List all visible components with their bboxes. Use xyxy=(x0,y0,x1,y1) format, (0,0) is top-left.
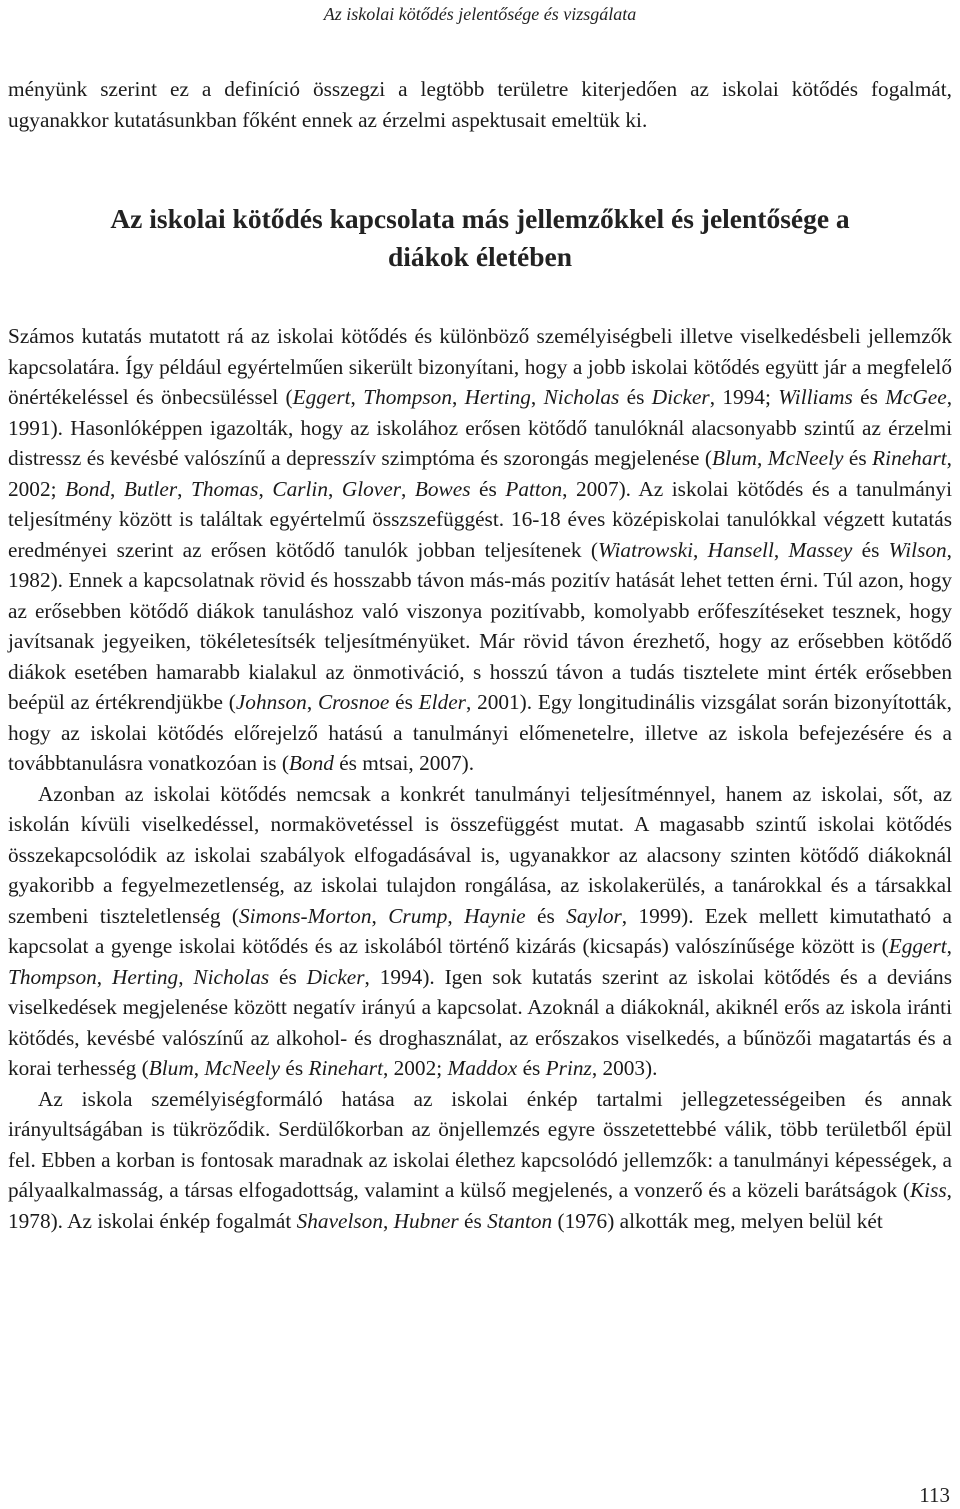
paragraph-text: és xyxy=(269,964,307,989)
citation-author: Bond xyxy=(288,751,334,775)
paragraph-text: és xyxy=(458,1208,488,1233)
paragraph-3 xyxy=(8,1084,952,1237)
citation-author: Kiss xyxy=(909,1178,947,1202)
paragraph-text: , 1994; xyxy=(709,385,779,409)
paragraph-text: , xyxy=(401,476,415,501)
citation-author: Saylor xyxy=(566,903,622,928)
paragraph-text: , xyxy=(258,476,273,501)
paragraph-text: , xyxy=(756,446,768,470)
paragraph-text: és xyxy=(619,385,652,409)
citation-author: Herting xyxy=(111,964,179,989)
paragraph-text: , 1991). Hasonlóképpen igazolták, hogy az iskolához erősen kötődő tanulóknál alacsonyabb szintű az érzelmi distressz és kevésbé valószínű a depresszív szimptóma és szorongás megjelenése ( xyxy=(8,385,953,470)
paragraph-1 xyxy=(8,321,952,779)
paragraph-text: , xyxy=(110,476,124,501)
paragraph-text: , xyxy=(96,964,112,989)
intro-text-block xyxy=(8,74,952,135)
paragraph-text: Számos kutatás mutatott rá az iskolai kötődés és különböző személyiségbeli illetve viselkedésbeli jellemzők kapcsolatára. Így például egyértelműen sikerült bizonyítani, hogy a jobb iskolai kötődés együtt jár a megfelelő önértékeléssel és önbecsüléssel ( xyxy=(8,324,952,409)
paragraph-text: , xyxy=(350,385,364,409)
citation-author: Maddox xyxy=(447,1056,518,1080)
paragraph-text: , xyxy=(177,476,192,501)
paragraph-text: és xyxy=(389,690,419,714)
paragraph-text: , xyxy=(693,537,708,562)
citation-author: Dicker xyxy=(651,385,710,409)
citation-author: Nicholas xyxy=(193,964,270,989)
paragraph-text: , 1982). Ennek a kapcsolatnak rövid és hosszabb távon más-más pozitív hatását lehet tetten érni. Túl azon, hogy az erősebben kötődő diákok tanuláshoz való viszonya pozitívabb, komolyabb erőfeszítéseket tesznek, hogy javítsanak jegyeiken, tökéletesítsék teljesítményüket. Már rövid távon érezhető, hogy az erősebben kötődő diákok esetében hamarabb kialakul az önmotiváció, s hosszú távon a tudás tisztelete mint érték erősebben beépül az értékrendjükbe ( xyxy=(8,537,952,714)
citation-author: Crosnoe xyxy=(317,690,390,714)
citation-author: Thompson xyxy=(363,385,452,409)
citation-author: Eggert xyxy=(888,934,947,958)
citation-author: Herting xyxy=(464,385,531,409)
citation-author: Butler xyxy=(123,476,178,501)
paragraph-text: és xyxy=(470,476,506,501)
citation-author: Haynie xyxy=(464,903,526,928)
citation-author: Massey xyxy=(788,537,853,562)
citation-author: Crump xyxy=(388,903,448,928)
paragraph-text: , 2007). Az iskolai kötődés és a tanulmányi teljesítmény között is találtak egyértelmű összszefüggést. 16-18 éves középiskolai tanulókkal végzett kutatás eredményei szerint az erősen kötődő tanulók jobban teljesítenek ( xyxy=(8,476,952,562)
citation-author: Rinehart xyxy=(308,1056,383,1080)
citation-author: Eggert xyxy=(292,385,351,409)
citation-author: Blum xyxy=(148,1056,194,1080)
paragraph-text: , xyxy=(530,385,544,409)
citation-author: Simons-Morton xyxy=(238,903,372,928)
citation-author: Bond xyxy=(65,476,111,501)
paragraph-text: , xyxy=(451,385,465,409)
paragraph-2 xyxy=(8,779,952,1084)
running-head: Az iskolai kötődés jelentősége és vizsgálata xyxy=(323,4,637,24)
paragraph-text: és xyxy=(852,385,886,409)
paragraph-text: , xyxy=(447,903,465,928)
paragraph-text: , xyxy=(178,964,194,989)
citation-author: Blum xyxy=(712,446,757,470)
page-number: 113 xyxy=(919,1483,950,1507)
paragraph-text: , 1994). Igen sok kutatás szerint az iskolai kötődés és a deviáns viselkedések megjelenése között negatív irányú a kapcsolat. Azoknál a diákoknál, akiknél erős az iskola iránti kötődés, kevésbé valószínű az alkohol- és droghasználat, az erőszakos viselkedés, a bűnözői magatartás és a korai terhesség ( xyxy=(8,964,952,1080)
citation-author: Carlin xyxy=(272,476,328,501)
main-text-block xyxy=(8,321,952,1236)
citation-author: Wiatrowski xyxy=(597,537,693,562)
citation-author: Thompson xyxy=(8,964,97,989)
paragraph-text: , xyxy=(193,1056,205,1080)
paragraph-text: és mtsai, 2007). xyxy=(333,751,475,775)
paragraph-text: Azonban az iskolai kötődés nemcsak a konkrét tanulmányi teljesítménnyel, hanem az iskolai, sőt, az iskolán kívüli viselkedéssel, normakövetéssel is összefüggést mutat. A magasabb szintű iskolai kötődés összekapcsolódik az iskolai szabályok elfogadásával is, ugyanakkor az alacsony szinten kötődő diákoknál gyakoribb a fegyelmezetlenség, az iskolai tulajdon rongálása, az iskolakerülés, a tanárokkal és a társakkal szembeni tiszteletlenség ( xyxy=(8,781,952,928)
paragraph-text: , 2003). xyxy=(591,1056,658,1080)
citation-author: Shavelson xyxy=(296,1208,383,1233)
paragraph-text: és xyxy=(525,903,567,928)
citation-author: Prinz xyxy=(545,1056,592,1080)
citation-author: McNeely xyxy=(767,446,844,470)
paragraph-text: , 1978). Az iskolai énkép fogalmát xyxy=(8,1178,952,1233)
paragraph-text: , 1999). Ezek mellett kimutatható a kapcsolat a gyenge iskolai kötődés és az iskolából történő kizárás (kicsapás) valószínűsége között is ( xyxy=(8,903,953,958)
citation-author: Williams xyxy=(778,385,853,409)
paragraph-text: , xyxy=(306,690,318,714)
paragraph-text: és xyxy=(280,1056,309,1080)
citation-author: Elder xyxy=(418,690,466,714)
citation-author: Wilson xyxy=(888,537,947,562)
paragraph-text: , xyxy=(382,1208,394,1233)
paragraph-text: Az iskola személyiségformáló hatása az iskolai énkép tartalmi jellegzetességeiben és annak irányultságában is tükröződik. Serdülőkorban az önjellemzés egyre összetettebbé válik, több területből épül fel. Ebben a korban is fontosak maradnak az iskolai élethez kapcsolódó jellemzők: a tanulmányi képességek, a pályaalkalmasság, a társas elfogadottság, valamint a külső megjelenés, a vonzerő és a közeli barátságok ( xyxy=(8,1086,952,1202)
citation-author: McNeely xyxy=(204,1056,281,1080)
citation-author: Hubner xyxy=(393,1208,459,1233)
citation-author: Rinehart xyxy=(872,446,947,470)
paragraph-text: , xyxy=(327,476,342,501)
citation-author: McGee xyxy=(885,385,947,409)
citation-author: Patton xyxy=(505,476,563,501)
intro-paragraph: ményünk szerint ez a definíció összegzi a legtöbb területre kiterjedően az iskolai kötődés fogalmát, ugyanakkor kutatásunkban főként ennek az érzelmi aspektusait emeltük ki. xyxy=(8,77,952,132)
paragraph-text: (1976) alkották meg, melyen belül két xyxy=(552,1208,883,1233)
citation-author: Bowes xyxy=(414,476,471,501)
paragraph-text: és xyxy=(843,446,873,470)
citation-author: Nicholas xyxy=(543,385,620,409)
citation-author: Hansell xyxy=(707,537,774,562)
paragraph-text: , xyxy=(371,903,389,928)
citation-author: Glover xyxy=(341,476,401,501)
citation-author: Stanton xyxy=(487,1208,553,1233)
section-heading xyxy=(40,200,920,276)
section-heading-line-1: Az iskolai kötődés kapcsolata más jellemzőkkel és jelentősége a xyxy=(110,203,850,234)
paragraph-text: és xyxy=(517,1056,546,1080)
section-heading-line-2: diákok életében xyxy=(387,241,573,272)
paragraph-text: , 2002; xyxy=(382,1056,448,1080)
paragraph-text: , xyxy=(773,537,789,562)
paragraph-text: , 2001). Egy longitudinális vizsgálat során bizonyították, hogy az iskolai kötődés előrejelző hatású a tanulmányi előmenetelre, illetve az iskola befejezésére és a továbbtanulásra vonatkozóan is ( xyxy=(8,690,952,775)
citation-author: Johnson xyxy=(235,690,307,714)
paragraph-text: , xyxy=(946,934,952,958)
citation-author: Dicker xyxy=(306,964,365,989)
paragraph-text: , 2002; xyxy=(8,446,952,501)
paragraph-text: és xyxy=(852,537,889,562)
citation-author: Thomas xyxy=(191,476,259,501)
